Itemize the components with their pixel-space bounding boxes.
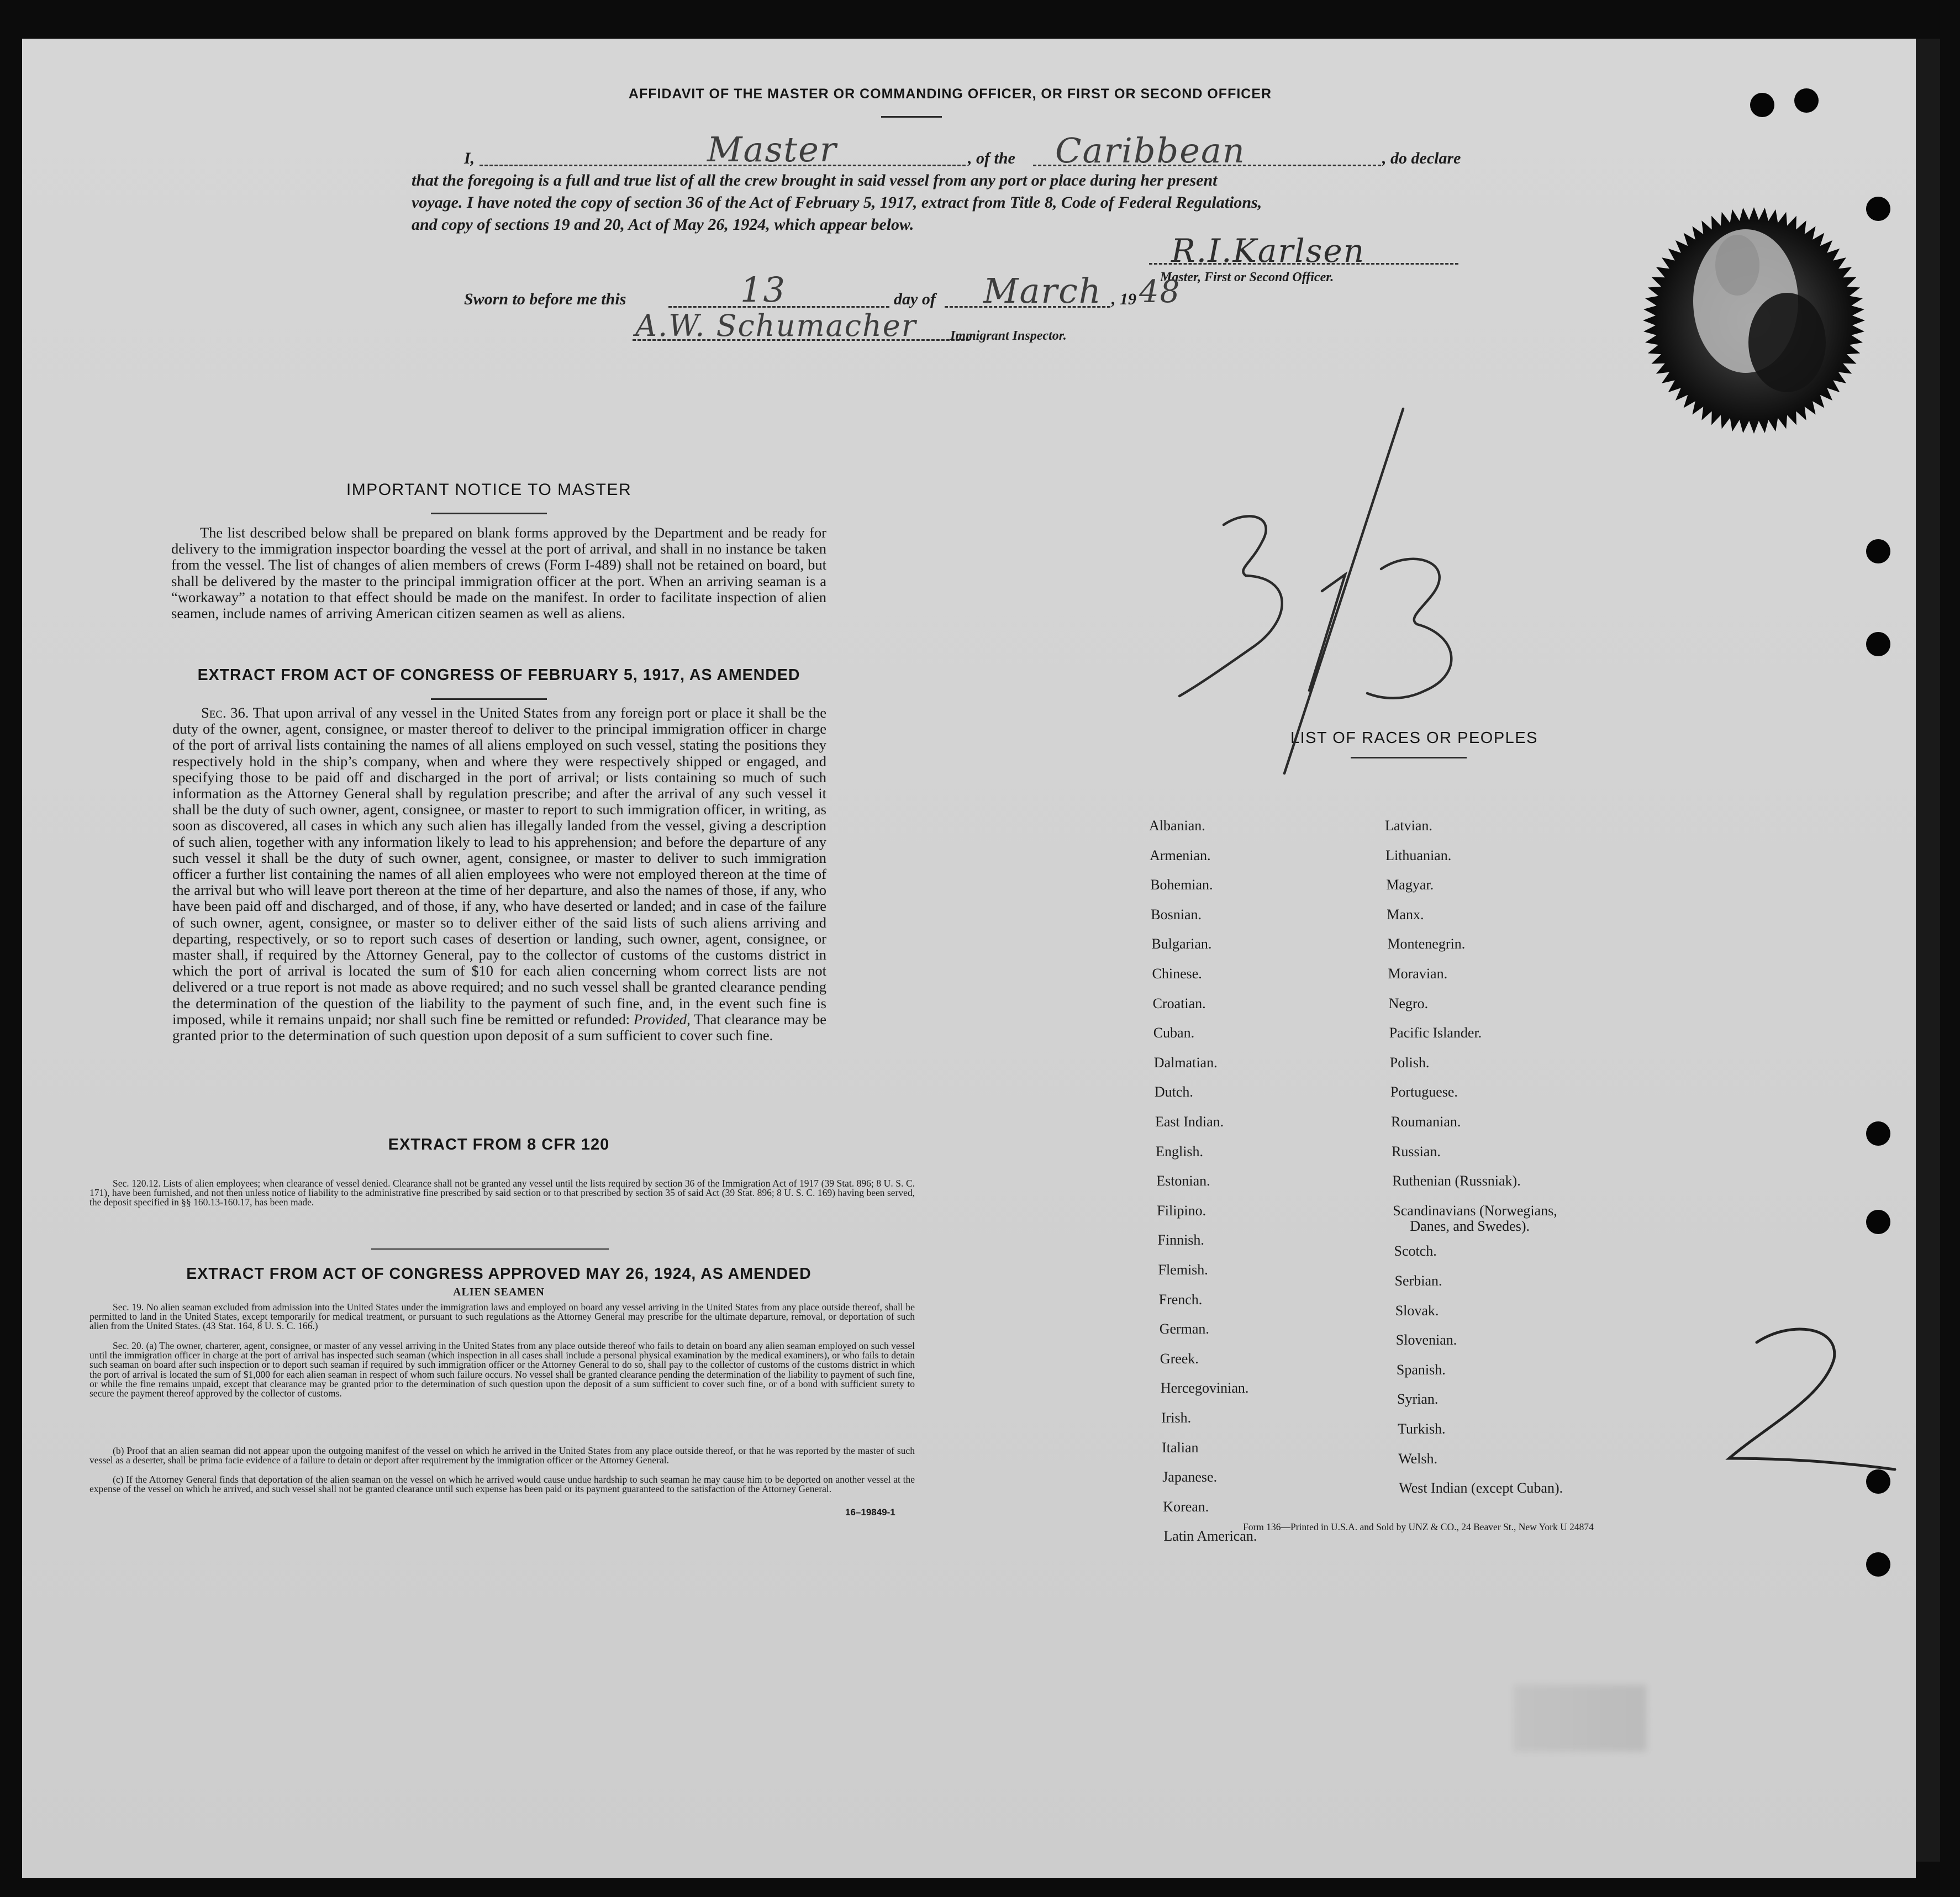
race-item: Negro. [1388, 995, 1429, 1011]
race-item: English. [1156, 1143, 1204, 1160]
race-item: Welsh. [1398, 1450, 1438, 1467]
race-item: Roumanian. [1391, 1114, 1461, 1130]
punch-hole [1794, 88, 1819, 113]
race-item: Montenegrin. [1387, 936, 1466, 952]
race-item: Dalmatian. [1153, 1054, 1218, 1071]
inspector-handwritten: A.W. Schumacher [635, 308, 917, 343]
punch-hole [1866, 1469, 1890, 1494]
race-item: Hercegovinian. [1160, 1380, 1249, 1397]
race-item: Scotch. [1394, 1243, 1437, 1260]
page-number-text: 2 [1657, 1298, 1658, 1299]
race-item: Bulgarian. [1151, 936, 1212, 952]
act1924-heading: EXTRACT FROM ACT OF CONGRESS APPROVED MAY 26, 1924, AS AMENDED [186, 1265, 812, 1283]
year-prefix: , 19 [1111, 290, 1136, 308]
punch-hole [1866, 539, 1890, 563]
binding-strip [1916, 39, 1940, 1862]
act1924-section-20a: Sec. 20. (a) The owner, charterer, agent, consignee, or master of any vessel arriving in the United States from any place outside thereof who fails to detain on board any alien seaman employed on such vessel until the immigration officer in charge at the port of arrival has inspected such seaman (which inspection in all cases shall include a personal physical examination by the medical examiners), or who fails to detain such seaman on board after such inspection or to deport such seaman if required by such immigration officer or the Attorney General to do so, shall pay to the collector of customs of the customs district in which the port of arrival is located the sum of $1,000 for each alien seaman in respect of whom such failure occurs. No vessel shall be granted clearance pending the determination of the liability to payment of such fine, or while the fine remains unpaid, except that clearance may be granted prior to the determination of such question upon the deposit of a sum sufficient to cover such fine, or of a bond with sufficient surety to secure the payment thereof approved by the collector of customs. [89, 1340, 915, 1399]
affidavit-title-rule [881, 116, 942, 118]
race-item: Japanese. [1162, 1469, 1218, 1485]
race-item: Syrian. [1397, 1391, 1439, 1408]
races-heading: LIST OF RACES OR PEOPLES [1290, 729, 1539, 747]
race-item: Flemish. [1158, 1262, 1208, 1278]
inspector-caption: Immigrant Inspector. [950, 329, 1067, 343]
race-item: Finnish. [1157, 1232, 1204, 1248]
notice-heading: IMPORTANT NOTICE TO MASTER [346, 481, 632, 499]
document-page [22, 39, 1916, 1878]
race-item: Croatian. [1152, 995, 1206, 1011]
act1924-section-19: Sec. 19. No alien seaman excluded from admission into the United States under the immigration laws and employed on board any vessel arriving in the United States from any place outside thereof, shall be permitted to land in the United States, except temporarily for medical treatment, or pursuant to such regulations as the Attorney General may prescribe for the ultimate departure, removal, or deportation of such alien from the United States. (43 Stat. 164, 8 U. S. C. 166.) [89, 1301, 915, 1332]
race-item: Greek. [1160, 1350, 1199, 1367]
race-item: Scandinavians (Norwegians, [1393, 1202, 1557, 1219]
sworn-label: Sworn to before me this [464, 290, 626, 308]
day-handwritten: 13 [740, 270, 786, 310]
do-declare-label: , do declare [1382, 149, 1461, 167]
act1924-section-20c: (c) If the Attorney General finds that deportation of the alien seaman on the vessel on which he arrived would cause undue hardship to such seaman he may cause him to be deported on another vessel at the expense of the vessel on which he arrived, and such vessel shall not be granted clearance until such expense has been paid or its payment guaranteed to the satisfaction of the Attorney General. [89, 1474, 915, 1495]
act1917-rule [431, 698, 547, 700]
cfr-text: Sec. 120.12. Lists of alien employees; when clearance of vessel denied. Clearance shall not be granted any vessel until the lists required by section 36 of the Immigration Act of 1917 (39 Stat. 896; 8 U. S. C. 171), have been furnished, and not then unless notice of liability to the administrative fine prescribed by said section or to that prescribed by section 35 of said Act (39 Stat. 896; 8 U. S. C. 169) having been served, the deposit specified in §§ 160.13-160.17, has been made. [89, 1178, 915, 1208]
act1917-text [172, 705, 826, 1044]
race-item: Armenian. [1150, 847, 1211, 863]
race-item: East Indian. [1155, 1114, 1224, 1130]
race-item: Dutch. [1154, 1084, 1193, 1100]
race-item: Magyar. [1386, 877, 1434, 893]
punch-hole [1866, 632, 1890, 656]
act1917-proviso-text: That clearance may be granted prior to the determination of such question upon deposit of a sum sufficient to cover such fine. [172, 1010, 826, 1044]
race-item: Latin American. [1163, 1528, 1257, 1545]
of-the-label: , of the [968, 149, 1015, 167]
race-item: Korean. [1163, 1498, 1209, 1515]
race-item: Moravian. [1388, 966, 1448, 982]
punch-hole [1750, 93, 1774, 117]
race-item: Turkish. [1398, 1421, 1446, 1437]
race-item: Serbian. [1394, 1273, 1442, 1289]
act1917-body: That upon arrival of any vessel in the United States from any foreign port or place it shall be the duty of the owner, agent, consignee, or master thereof to deliver to the principal immigration officer in charge of the port of arrival lists containing the names of all aliens employed on such vessel, stating the positions they respectively hold in the ship’s company, when and where they were respectively shipped or engaged, and specifying those to be paid off and discharged in the port of arrival; or lists containing so much of such information as the Attorney General shall by regulation prescribe; and after the arrival of any such vessel it shall be the duty of such owner, agent, consignee, or master to report to such immigration officer, in writing, as soon as discovered, all cases in which any such alien has illegally landed from the vessel, giving a description of such alien, together with any information likely to lead to his apprehension; and before the departure of any such vessel it shall be the duty of such owner, agent, consignee, or master to deliver to such immigration officer a further list containing the names of all alien employees who were not employed thereon at the time of the arrival but who will leave port thereon at the time of her departure, and also the names of those, if any, who have been paid off and discharged, and of those, if any, who have deserted or landed; and in case of the failure of such owner, agent, consignee, or master so to deliver either of the said lists of such aliens arriving and departing, respectively, or so to report such cases of desertion or landing, such owner, agent, consignee, or master shall, if required by the Attorney General, pay to the collector of customs of the customs district in which the port of arrival is located the sum of $10 for each alien concerning whom correct lists are not delivered or a true report is not made as above required; and no such vessel shall be granted clearance pending the determination of the question of the liability to the payment of such fine, and, in the event such fine is imposed, while it remains unpaid; nor shall such fine be remitted or refunded: [172, 704, 826, 1027]
punch-hole [1866, 197, 1890, 221]
race-item: Lithuanian. [1385, 847, 1452, 863]
signature-handwritten: R.I.Karlsen [1171, 232, 1366, 270]
footer-form-note: Form 136—Printed in U.S.A. and Sold by UNZ & CO., 24 Beaver St., New York U 24874 [1243, 1521, 1594, 1532]
vessel-handwritten: Caribbean [1055, 130, 1246, 171]
punch-hole [1866, 1210, 1890, 1234]
race-item: Albanian. [1149, 818, 1205, 834]
race-item: Slovenian. [1395, 1332, 1457, 1348]
race-item: German. [1159, 1321, 1209, 1337]
act1917-heading: EXTRACT FROM ACT OF CONGRESS OF FEBRUARY 5, 1917, AS AMENDED [197, 666, 800, 684]
page-number-handwritten [1657, 1298, 1906, 1497]
race-item: Ruthenian (Russniak). [1392, 1173, 1521, 1189]
act1917-section-label: Sec. 36. [201, 704, 249, 721]
race-item: Spanish. [1396, 1361, 1446, 1378]
declaration-line-1: that the foregoing is a full and true list of all the crew brought in said vessel from any port or place during her present [412, 171, 1218, 189]
declaration-line-3: and copy of sections 19 and 20, Act of May 26, 1924, which appear below. [412, 215, 914, 234]
month-handwritten: March [983, 271, 1102, 311]
i-label: I, [464, 149, 475, 167]
act1924-form-code: 16–19849-1 [845, 1507, 895, 1517]
race-item: Pacific Islander. [1389, 1025, 1482, 1041]
year-handwritten: 48 [1139, 274, 1181, 310]
race-item: Bosnian. [1151, 906, 1202, 923]
race-item: Polish. [1389, 1054, 1430, 1071]
declaration-line-2: voyage. I have noted the copy of section 36 of the Act of February 5, 1917, extract from Title 8, Code of Federal Regulations, [412, 193, 1262, 212]
notice-rule [431, 513, 547, 514]
signature-caption: Master, First or Second Officer. [1160, 270, 1334, 284]
punch-hole [1866, 1552, 1890, 1577]
race-item: Portuguese. [1390, 1084, 1458, 1100]
race-item: Estonian. [1156, 1173, 1210, 1189]
race-item: Chinese. [1152, 966, 1202, 982]
race-item: French. [1158, 1291, 1203, 1308]
race-item: Cuban. [1153, 1025, 1195, 1041]
act1924-section-20b: (b) Proof that an alien seaman did not appear upon the outgoing manifest of the vessel on which he arrived in the United States from any place outside thereof, or that he was reported by the master of such vessel as a deserter, shall be prima facie evidence of a failure to detain or deport after requirement by the immigration officer or the Attorney General. [89, 1445, 915, 1466]
race-item: West Indian (except Cuban). [1399, 1480, 1563, 1496]
section-divider [371, 1248, 609, 1250]
race-item: Bohemian. [1150, 877, 1213, 893]
affidavit-title: AFFIDAVIT OF THE MASTER OR COMMANDING OFFICER, OR FIRST OR SECOND OFFICER [628, 86, 1272, 102]
race-item: Manx. [1387, 906, 1424, 923]
race-item: Russian. [1392, 1143, 1441, 1160]
date-mark-handwritten [1149, 359, 1591, 911]
cfr-heading: EXTRACT FROM 8 CFR 120 [388, 1136, 610, 1153]
officer-handwritten: Master [707, 129, 837, 170]
notice-text: The list described below shall be prepared on blank forms approved by the Department and be ready for delivery to the immigration inspector boarding the vessel at the port of arrival, and shall in no instance be taken from the vessel. The list of changes of alien members of crews (Form I-489) shall not be retained on board, but shall be delivered by the master to the principal immigration officer at the port. When an arriving seaman is a “workaway” a notation to that effect should be made on the manifest. In order to facilitate inspection of alien seamen, include names of arriving American citizen seamen as well as aliens. [171, 524, 826, 622]
day-of-label: day of [894, 290, 936, 308]
race-item: Latvian. [1385, 818, 1432, 834]
date-mark-text: 3/13 [1149, 359, 1150, 360]
punch-hole [1866, 1121, 1890, 1146]
race-item: Italian [1162, 1439, 1199, 1456]
race-item: Slovak. [1395, 1302, 1439, 1319]
race-item: Danes, and Swedes). [1410, 1218, 1530, 1234]
act1924-subheading: ALIEN SEAMEN [453, 1286, 545, 1298]
act1917-proviso-label: Provided, [633, 1010, 691, 1027]
race-item: Irish. [1161, 1410, 1192, 1426]
notary-seal [1627, 204, 1881, 436]
faint-stamp [1514, 1685, 1646, 1751]
race-item: Filipino. [1157, 1202, 1206, 1219]
